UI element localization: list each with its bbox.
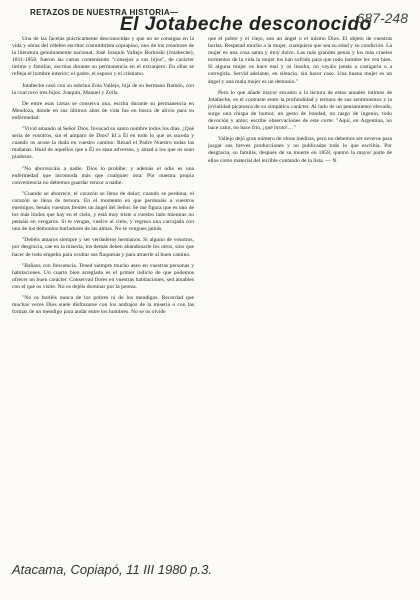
right-column (208, 36, 392, 169)
paragraph: que el pobre y el viejo, son un ángel o el mismo Dios. El objeto de vuestras burlas. Respetad mucho a la mujer, cualquiera que sea su edad y su condición. La mujer es una cosa santa y muy dulce. Las más grandes penas y los más crueles tormentos de la vida la mujer los han sufrido para que todo hombre les vea bien. Si alguna mujer os hace mal y os insulta, no vayáis jamás a castigarla o a corregirla. Servid adelante, en silencio, sin hacer caso. Una buena mujer es un ángel y una mala mujer es un demonio." (208, 36, 392, 85)
paragraph: "No aborrezcáis a nadie. Dios lo prohíbe; y además el odio es una enfermedad que incomoda más que cualquier otra. Por nuestra propia conveniencia no debemos guardar rencor a nadie. (12, 165, 194, 186)
left-column (12, 36, 194, 320)
paragraph: Vallejo dejó gran número de obras inéditas, pero no debemos ser severos para juzgar sus breves producciones y no publicadas todo lo que escribía. Por desgracia, su familia, después de su muerte en 1858, quemó la mayor parte de ellos como material del terrible contando de la lista. — N. (208, 136, 392, 164)
section-kicker: RETAZOS DE NUESTRA HISTORIA— (30, 8, 179, 17)
paragraph: "Cuando se aborrece, el corazón se llena de dolor; cuando se perdona, el corazón se llena de ternura. En el momento en que perdonáis a vuestros enemigos, besáis vuestras frentes un ángel del Señor. Se me figura que es uno de los más lindos que hay en el cielo, y está muy triste a vuestro lado mientras no pensáis en vengaros. Si te vengas, vuelve al cielo, y regresa una carcajada con uno de los demonios burladores de las almas. No te vengues jamás. (12, 190, 194, 233)
paragraph: Pero lo que añade mayor encanto a la lectura de estos anuales íntimos de Jotabeche, es el contraste entre la profundidad y ternura de sus sentimientos y la jovialidad picaresca de su simpático carácter. Al lado de un pensamiento elevado, surge una chispa de humor, un gesto de bondad, un rasgo de ingenio, todo devoción y amor, escribe observaciones de este corte: "Aquí, en Argentina, no hace calor, no hace frío, ¡qué bruto!…" (208, 89, 392, 132)
paragraph: Una de las facetas prácticamente desconocidas y que no se consigna en la vida y obras del célebre escritor costumbrista copiapino, uno de los creadores de la literatura genuinamente nacional, José Joaquín Vallejo Borkoski (Jotabeche), 1811-1858, fueron las cartas conteniendo "consejos a sus hijos", de carácter íntimo y familiar, escritas durante su permanencia en el extranjero. En ellas se refleja el hombre interior; el padre, el esposo y el cristiano. (12, 36, 194, 78)
handwritten-catalog-number: 687-248 (356, 10, 408, 26)
paragraph: "Bañaos con frecuencia. Tened siempre mucho aseo en vuestras personas y habitaciones. Un cuarto bien arreglado es el primer indicio de que podemos ofrecer un buen carácter. Conservad flores en vuestras habitaciones, sed amables con el que os visite. No os dejéis dominar por la pereza. (12, 262, 194, 290)
article-title: El Jotabeche desconocido (120, 14, 372, 35)
handwritten-source-note: Atacama, Copiapó, 11 III 1980 p.3. (12, 562, 212, 577)
paragraph: "Vivid amando al Señor Dios. Invocad su santo nombre todos los días. ¿Qué sería de vosotros, sin el amparo de Dios? Id a Él en todo lo que os suceda y cuando os acose la duda en vuestro camino. Rezad el Padre Nuestro todas las mañanas. Huid de aquellos que a Él os sean adversos, y ámad a los que os sean piadosos. (12, 126, 194, 161)
paragraph: "No os burléis nunca de los pobres ni de los mendigos. Recordad que muchas veces Dios suele disfrazarse con los andrajos de la miseria o con las formas de un mendigo para andar entre los hombres. No se os olvide (12, 295, 194, 316)
paragraph: De entre esas cartas se conserva una, escrita durante su permanencia en Mendoza, donde en sus últimos años de vida fue en busca de alivio para su enfermedad: (12, 100, 194, 121)
paragraph: "Debéis amaros siempre y ser verdaderos hermanos. Si alguno de vosotros, por desgracia, cae en la miseria, los demás deben abandonarle los otros, sino que hacer de todo empeño para ocultar sus flaquezas y para atraerle al buen camino. (12, 237, 194, 258)
paragraph: Jotabeche casó con su sobrina Zoía Vallejo, hija de su hermano Ramón, con la cual tuvo tres hijos: Joaquín, Manuel y Zoïla. (12, 82, 194, 96)
clipping (12, 6, 412, 596)
